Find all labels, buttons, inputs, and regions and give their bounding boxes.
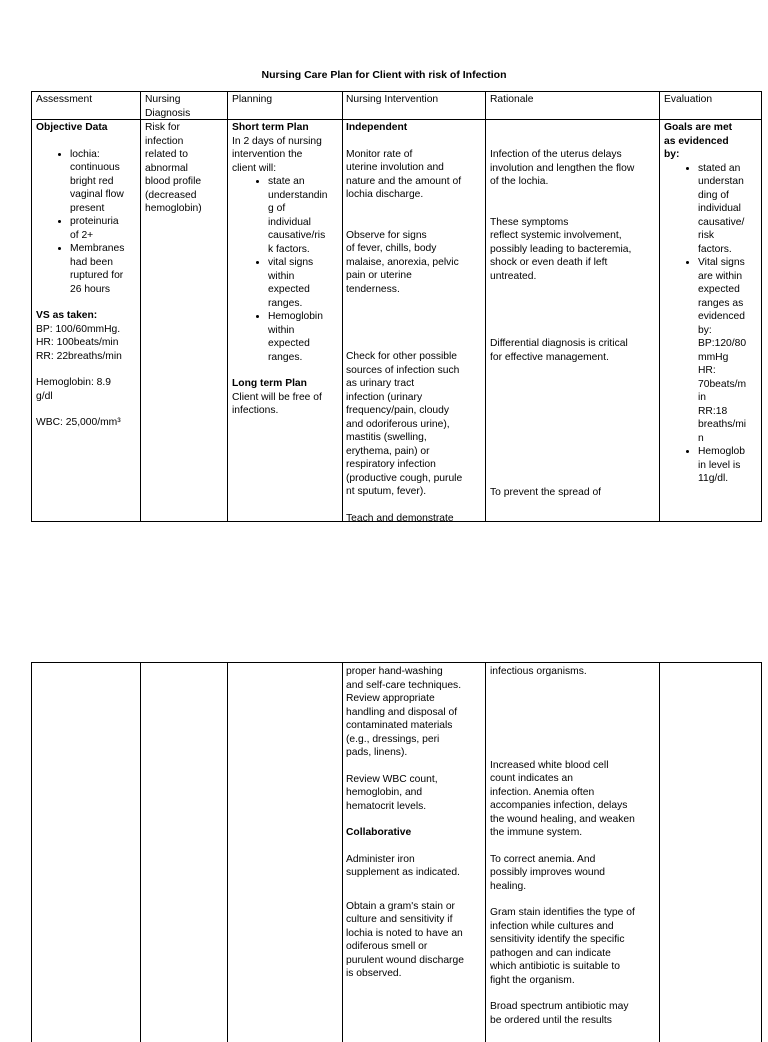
rationale-gram-stain: Gram stain identifies the type of infection while cultures and sensitivity identify the specific pathogen and can indicate which antibiotic is suitable to fight the organism. <box>490 907 635 986</box>
assessment-item-proteinuria: • proteinuria of 2+ <box>70 215 139 242</box>
rationale-cell-p2 <box>490 665 658 1027</box>
vs-heading: VS as taken: <box>36 310 98 321</box>
rationale-symptoms: These symptoms reflect systemic involvement, possibly leading to bacteremia, shock or even death if left untreated. <box>490 216 632 282</box>
intervention-handwashing: proper hand-washing and self-care techniques. Review appropriate handling and disposal of contaminated materials (e.g., dressings, peri pads, linens). <box>346 666 462 758</box>
intervention-check-sources: Check for other possible sources of infection such as urinary tract infection (urinary frequency/pain, cloudy and odoriferous urine), mastitis (swelling, erythema, pain) or respiratory infection (productive cough, purule nt sputum, fever). <box>346 351 463 497</box>
rationale-anemia: To correct anemia. And possibly improves wound healing. <box>490 853 606 892</box>
rationale-prevent-spread: To prevent the spread of <box>490 487 602 498</box>
vital-signs: BP: 100/60mmHg. HR: 100beats/min RR: 22breaths/min <box>36 323 122 362</box>
short-term-plan-heading: Short term Plan <box>232 122 309 133</box>
intervention-observe: Observe for signs of fever, chills, body malaise, anorexia, pelvic pain or uterine tenderness. <box>346 229 459 295</box>
hemoglobin-value: Hemoglobin: 8.9 g/dl <box>36 377 111 402</box>
planning-item-hemoglobin: • Hemoglobin within expected ranges. <box>268 310 342 364</box>
assessment-cell <box>36 121 139 430</box>
short-term-intro: In 2 days of nursing intervention the client will: <box>232 135 322 174</box>
intervention-teach: Teach and demonstrate <box>346 512 454 524</box>
evaluation-item-vital-signs: • Vital signs are within expected ranges as evidenced by: BP:120/80 mmHg HR: 70beats/m in RR:18 breaths/mi n <box>698 256 762 445</box>
planning-item-understanding: • state an understandin g of individual causative/ris k factors. <box>268 175 342 256</box>
goals-met-heading: Goals are met as evidenced by: <box>664 122 733 160</box>
header-evaluation: Evaluation <box>664 94 713 105</box>
long-term-plan-text: Client will be free of infections. <box>232 391 322 416</box>
header-assessment: Assessment <box>36 94 93 105</box>
collaborative-heading: Collaborative <box>346 827 412 838</box>
rationale-differential: Differential diagnosis is critical for effective management. <box>490 338 628 363</box>
header-nursing-diagnosis: Nursing Diagnosis <box>145 94 191 119</box>
nursing-diagnosis-text: Risk for infection related to abnormal blood profile (decreased hemoglobin) <box>145 122 202 214</box>
evaluation-item-hemoglobin: • Hemoglob in level is 11g/dl. <box>698 445 762 486</box>
assessment-item-membranes: • Membranes had been ruptured for 26 hours <box>70 242 139 296</box>
intervention-iron: Administer iron supplement as indicated. <box>346 853 460 878</box>
care-plan-table-page2 <box>31 662 762 1042</box>
intervention-gram-stain: Obtain a gram's stain or culture and sensitivity if lochia is noted to have an odiferous smell or purulent wound discharge is observed. <box>346 900 464 979</box>
objective-data-heading: Objective Data <box>36 122 108 133</box>
rationale-antibiotic: Broad spectrum antibiotic may be ordered until the results <box>490 1001 629 1026</box>
evaluation-item-understanding: • stated an understan ding of individual causative/ risk factors. <box>698 162 762 257</box>
planning-cell <box>232 121 342 418</box>
rationale-uterus: Infection of the uterus delays involution and lengthen the flow of the lochia. <box>490 149 635 187</box>
rationale-cell-p1 <box>490 121 658 500</box>
intervention-review-wbc: Review WBC count, hemoglobin, and hematocrit levels. <box>346 773 438 812</box>
assessment-item-lochia: • lochia: continuous bright red vaginal flow present <box>70 148 139 216</box>
rationale-infectious-organisms: infectious organisms. <box>490 666 587 677</box>
rationale-wbc: Increased white blood cell count indicates an infection. Anemia often accompanies infection, delays the wound healing, and weaken the immune system. <box>490 759 635 838</box>
page-title: Nursing Care Plan for Client with risk of Infection <box>261 69 507 81</box>
header-planning: Planning <box>232 94 273 105</box>
independent-heading: Independent <box>346 122 408 133</box>
evaluation-cell <box>664 121 762 486</box>
header-rationale: Rationale <box>490 94 534 105</box>
care-plan-table-page1 <box>31 91 762 522</box>
intervention-monitor: Monitor rate of uterine involution and nature and the amount of lochia discharge. <box>346 148 462 200</box>
intervention-cell-p1 <box>346 121 486 525</box>
long-term-plan-heading: Long term Plan <box>232 378 307 389</box>
wbc-value: WBC: 25,000/mm³ <box>36 417 121 428</box>
intervention-cell-p2 <box>346 665 486 981</box>
planning-item-vital-signs: • vital signs within expected ranges. <box>268 256 342 310</box>
header-nursing-intervention: Nursing Intervention <box>346 94 439 105</box>
